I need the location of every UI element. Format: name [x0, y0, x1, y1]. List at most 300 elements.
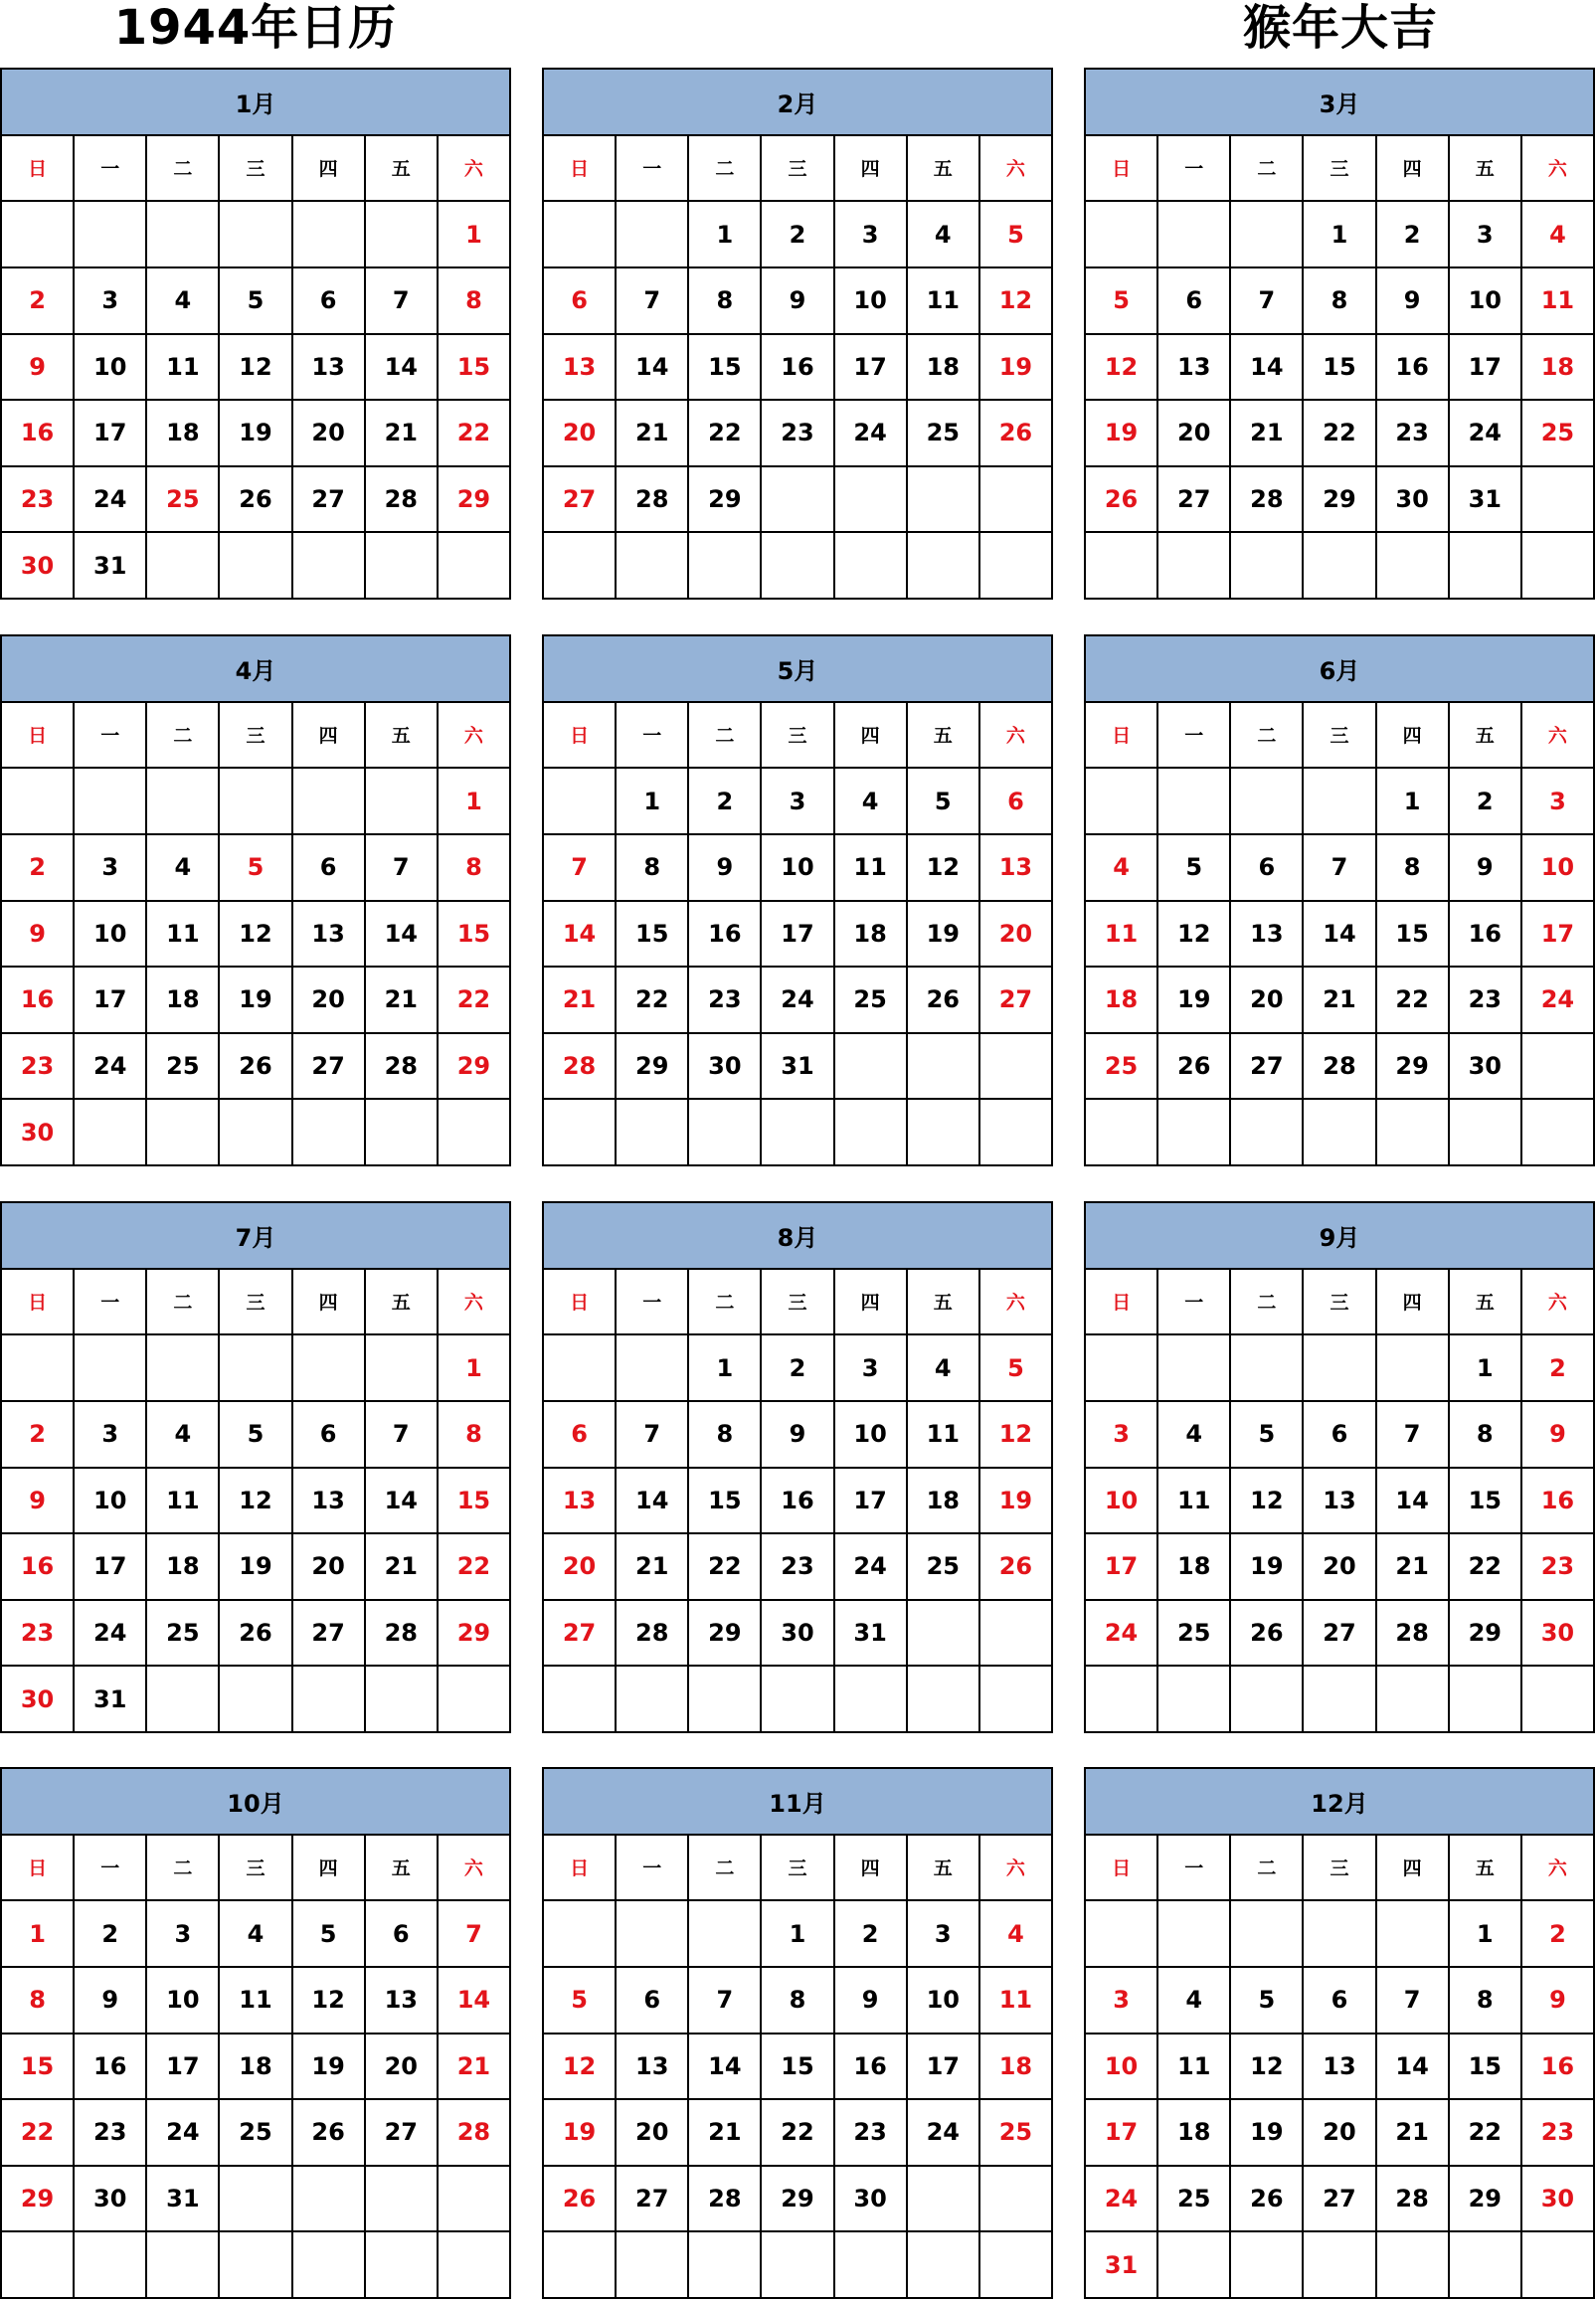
day-cell[interactable]: 6 — [980, 769, 1053, 835]
day-cell[interactable]: 1 — [689, 202, 762, 268]
day-cell[interactable]: 4 — [835, 769, 908, 835]
day-cell[interactable]: 5 — [1158, 835, 1231, 902]
day-cell[interactable]: 11 — [1086, 902, 1158, 969]
day-cell[interactable]: 20 — [544, 401, 617, 467]
day-cell[interactable]: 7 — [439, 1901, 511, 1968]
day-cell[interactable]: 16 — [689, 902, 762, 969]
day-cell[interactable]: 17 — [1086, 2100, 1158, 2167]
day-cell[interactable]: 29 — [439, 1034, 511, 1101]
day-cell[interactable]: 13 — [293, 335, 366, 402]
day-cell[interactable]: 12 — [1086, 335, 1158, 402]
day-cell[interactable]: 26 — [1158, 1034, 1231, 1101]
day-cell[interactable]: 27 — [1304, 1601, 1376, 1668]
day-cell[interactable]: 1 — [439, 202, 511, 268]
day-cell[interactable]: 2 — [689, 769, 762, 835]
day-cell[interactable]: 6 — [617, 1968, 689, 2035]
day-cell[interactable]: 20 — [544, 1534, 617, 1601]
day-cell[interactable]: 7 — [1377, 1402, 1450, 1469]
day-cell[interactable]: 24 — [835, 401, 908, 467]
day-cell[interactable]: 5 — [980, 1335, 1053, 1402]
day-cell[interactable]: 27 — [1231, 1034, 1304, 1101]
day-cell[interactable]: 31 — [147, 2167, 220, 2233]
day-cell[interactable]: 7 — [689, 1968, 762, 2035]
day-cell[interactable]: 20 — [293, 401, 366, 467]
day-cell[interactable]: 20 — [1304, 2100, 1376, 2167]
day-cell[interactable]: 18 — [1158, 1534, 1231, 1601]
day-cell[interactable]: 14 — [1377, 2035, 1450, 2101]
day-cell[interactable]: 5 — [293, 1901, 366, 1968]
day-cell[interactable]: 18 — [908, 335, 980, 402]
day-cell[interactable]: 17 — [147, 2035, 220, 2101]
day-cell[interactable]: 28 — [1377, 1601, 1450, 1668]
day-cell[interactable]: 11 — [147, 902, 220, 969]
day-cell[interactable]: 27 — [1158, 467, 1231, 534]
day-cell[interactable]: 10 — [75, 1469, 147, 1535]
day-cell[interactable]: 21 — [366, 401, 439, 467]
day-cell[interactable]: 2 — [762, 1335, 834, 1402]
day-cell[interactable]: 26 — [980, 401, 1053, 467]
day-cell[interactable]: 17 — [908, 2035, 980, 2101]
day-cell[interactable]: 13 — [293, 1469, 366, 1535]
day-cell[interactable]: 7 — [366, 1402, 439, 1469]
day-cell[interactable]: 28 — [366, 1034, 439, 1101]
day-cell[interactable]: 30 — [835, 2167, 908, 2233]
day-cell[interactable]: 6 — [1231, 835, 1304, 902]
day-cell[interactable]: 15 — [439, 1469, 511, 1535]
day-cell[interactable]: 25 — [1086, 1034, 1158, 1101]
day-cell[interactable]: 30 — [689, 1034, 762, 1101]
day-cell[interactable]: 3 — [1086, 1402, 1158, 1469]
day-cell[interactable]: 31 — [75, 533, 147, 600]
day-cell[interactable]: 8 — [1304, 268, 1376, 335]
day-cell[interactable]: 25 — [835, 968, 908, 1034]
day-cell[interactable]: 3 — [75, 835, 147, 902]
day-cell[interactable]: 26 — [1231, 2167, 1304, 2233]
day-cell[interactable]: 15 — [1450, 1469, 1522, 1535]
day-cell[interactable]: 6 — [293, 268, 366, 335]
day-cell[interactable]: 8 — [439, 1402, 511, 1469]
day-cell[interactable]: 16 — [75, 2035, 147, 2101]
day-cell[interactable]: 23 — [1377, 401, 1450, 467]
day-cell[interactable]: 9 — [75, 1968, 147, 2035]
day-cell[interactable]: 19 — [1158, 968, 1231, 1034]
day-cell[interactable]: 31 — [1086, 2232, 1158, 2299]
day-cell[interactable]: 17 — [1086, 1534, 1158, 1601]
day-cell[interactable]: 30 — [1522, 1601, 1595, 1668]
day-cell[interactable]: 21 — [617, 1534, 689, 1601]
day-cell[interactable]: 8 — [762, 1968, 834, 2035]
day-cell[interactable]: 2 — [2, 835, 75, 902]
day-cell[interactable]: 5 — [220, 268, 292, 335]
day-cell[interactable]: 24 — [75, 1601, 147, 1668]
day-cell[interactable]: 2 — [835, 1901, 908, 1968]
day-cell[interactable]: 1 — [689, 1335, 762, 1402]
day-cell[interactable]: 23 — [75, 2100, 147, 2167]
day-cell[interactable]: 30 — [1450, 1034, 1522, 1101]
day-cell[interactable]: 25 — [147, 1601, 220, 1668]
day-cell[interactable]: 22 — [1450, 2100, 1522, 2167]
day-cell[interactable]: 19 — [1231, 1534, 1304, 1601]
day-cell[interactable]: 15 — [1377, 902, 1450, 969]
day-cell[interactable]: 1 — [1450, 1335, 1522, 1402]
day-cell[interactable]: 12 — [220, 335, 292, 402]
day-cell[interactable]: 3 — [75, 1402, 147, 1469]
day-cell[interactable]: 20 — [980, 902, 1053, 969]
day-cell[interactable]: 21 — [366, 1534, 439, 1601]
day-cell[interactable]: 17 — [75, 1534, 147, 1601]
day-cell[interactable]: 17 — [835, 1469, 908, 1535]
day-cell[interactable]: 14 — [366, 335, 439, 402]
day-cell[interactable]: 13 — [544, 335, 617, 402]
day-cell[interactable]: 20 — [1231, 968, 1304, 1034]
day-cell[interactable]: 12 — [544, 2035, 617, 2101]
day-cell[interactable]: 12 — [220, 902, 292, 969]
day-cell[interactable]: 29 — [2, 2167, 75, 2233]
day-cell[interactable]: 28 — [544, 1034, 617, 1101]
day-cell[interactable]: 12 — [980, 268, 1053, 335]
day-cell[interactable]: 15 — [1450, 2035, 1522, 2101]
day-cell[interactable]: 3 — [835, 202, 908, 268]
day-cell[interactable]: 6 — [293, 1402, 366, 1469]
day-cell[interactable]: 7 — [1231, 268, 1304, 335]
day-cell[interactable]: 13 — [980, 835, 1053, 902]
day-cell[interactable]: 18 — [220, 2035, 292, 2101]
day-cell[interactable]: 10 — [835, 268, 908, 335]
day-cell[interactable]: 18 — [147, 1534, 220, 1601]
day-cell[interactable]: 11 — [147, 335, 220, 402]
day-cell[interactable]: 30 — [1522, 2167, 1595, 2233]
day-cell[interactable]: 11 — [908, 1402, 980, 1469]
day-cell[interactable]: 16 — [762, 1469, 834, 1535]
day-cell[interactable]: 23 — [2, 1034, 75, 1101]
day-cell[interactable]: 10 — [762, 835, 834, 902]
day-cell[interactable]: 21 — [1377, 2100, 1450, 2167]
day-cell[interactable]: 14 — [617, 1469, 689, 1535]
day-cell[interactable]: 29 — [1450, 1601, 1522, 1668]
day-cell[interactable]: 7 — [1377, 1968, 1450, 2035]
day-cell[interactable]: 15 — [617, 902, 689, 969]
day-cell[interactable]: 26 — [544, 2167, 617, 2233]
day-cell[interactable]: 13 — [544, 1469, 617, 1535]
day-cell[interactable]: 9 — [1522, 1968, 1595, 2035]
day-cell[interactable]: 15 — [689, 1469, 762, 1535]
day-cell[interactable]: 17 — [835, 335, 908, 402]
day-cell[interactable]: 26 — [980, 1534, 1053, 1601]
day-cell[interactable]: 29 — [762, 2167, 834, 2233]
day-cell[interactable]: 18 — [908, 1469, 980, 1535]
day-cell[interactable]: 10 — [147, 1968, 220, 2035]
day-cell[interactable]: 4 — [908, 1335, 980, 1402]
day-cell[interactable]: 10 — [835, 1402, 908, 1469]
day-cell[interactable]: 18 — [147, 968, 220, 1034]
day-cell[interactable]: 21 — [617, 401, 689, 467]
day-cell[interactable]: 23 — [762, 1534, 834, 1601]
day-cell[interactable]: 29 — [1450, 2167, 1522, 2233]
day-cell[interactable]: 1 — [439, 1335, 511, 1402]
day-cell[interactable]: 15 — [1304, 335, 1376, 402]
day-cell[interactable]: 28 — [1377, 2167, 1450, 2233]
day-cell[interactable]: 4 — [980, 1901, 1053, 1968]
day-cell[interactable]: 23 — [2, 467, 75, 534]
day-cell[interactable]: 10 — [1086, 1469, 1158, 1535]
day-cell[interactable]: 9 — [762, 1402, 834, 1469]
day-cell[interactable]: 6 — [1304, 1968, 1376, 2035]
day-cell[interactable]: 26 — [220, 1601, 292, 1668]
day-cell[interactable]: 29 — [439, 467, 511, 534]
day-cell[interactable]: 11 — [980, 1968, 1053, 2035]
day-cell[interactable]: 7 — [617, 1402, 689, 1469]
day-cell[interactable]: 10 — [1450, 268, 1522, 335]
day-cell[interactable]: 4 — [1158, 1402, 1231, 1469]
day-cell[interactable]: 7 — [544, 835, 617, 902]
day-cell[interactable]: 1 — [439, 769, 511, 835]
day-cell[interactable]: 5 — [980, 202, 1053, 268]
day-cell[interactable]: 21 — [1377, 1534, 1450, 1601]
day-cell[interactable]: 5 — [908, 769, 980, 835]
day-cell[interactable]: 3 — [835, 1335, 908, 1402]
day-cell[interactable]: 8 — [617, 835, 689, 902]
day-cell[interactable]: 3 — [75, 268, 147, 335]
day-cell[interactable]: 14 — [366, 1469, 439, 1535]
day-cell[interactable]: 24 — [908, 2100, 980, 2167]
day-cell[interactable]: 29 — [1377, 1034, 1450, 1101]
day-cell[interactable]: 25 — [1158, 1601, 1231, 1668]
day-cell[interactable]: 2 — [1522, 1335, 1595, 1402]
day-cell[interactable]: 6 — [544, 1402, 617, 1469]
day-cell[interactable]: 25 — [908, 1534, 980, 1601]
day-cell[interactable]: 29 — [439, 1601, 511, 1668]
day-cell[interactable]: 18 — [1158, 2100, 1231, 2167]
day-cell[interactable]: 23 — [1522, 1534, 1595, 1601]
day-cell[interactable]: 1 — [1377, 769, 1450, 835]
day-cell[interactable]: 30 — [762, 1601, 834, 1668]
day-cell[interactable]: 18 — [147, 401, 220, 467]
day-cell[interactable]: 18 — [980, 2035, 1053, 2101]
day-cell[interactable]: 29 — [1304, 467, 1376, 534]
day-cell[interactable]: 11 — [220, 1968, 292, 2035]
day-cell[interactable]: 21 — [439, 2035, 511, 2101]
day-cell[interactable]: 13 — [1231, 902, 1304, 969]
day-cell[interactable]: 22 — [439, 401, 511, 467]
day-cell[interactable]: 30 — [2, 1100, 75, 1166]
day-cell[interactable]: 31 — [75, 1667, 147, 1733]
day-cell[interactable]: 20 — [1158, 401, 1231, 467]
day-cell[interactable]: 13 — [1304, 2035, 1376, 2101]
day-cell[interactable]: 28 — [617, 1601, 689, 1668]
day-cell[interactable]: 25 — [908, 401, 980, 467]
day-cell[interactable]: 16 — [835, 2035, 908, 2101]
day-cell[interactable]: 16 — [2, 1534, 75, 1601]
day-cell[interactable]: 15 — [439, 902, 511, 969]
day-cell[interactable]: 25 — [980, 2100, 1053, 2167]
day-cell[interactable]: 16 — [1522, 2035, 1595, 2101]
day-cell[interactable]: 6 — [366, 1901, 439, 1968]
day-cell[interactable]: 22 — [617, 968, 689, 1034]
day-cell[interactable]: 22 — [1450, 1534, 1522, 1601]
day-cell[interactable]: 24 — [762, 968, 834, 1034]
day-cell[interactable]: 17 — [1522, 902, 1595, 969]
day-cell[interactable]: 9 — [689, 835, 762, 902]
day-cell[interactable]: 26 — [220, 467, 292, 534]
day-cell[interactable]: 15 — [439, 335, 511, 402]
day-cell[interactable]: 25 — [1158, 2167, 1231, 2233]
day-cell[interactable]: 29 — [689, 1601, 762, 1668]
day-cell[interactable]: 18 — [1522, 335, 1595, 402]
day-cell[interactable]: 24 — [75, 467, 147, 534]
day-cell[interactable]: 2 — [75, 1901, 147, 1968]
day-cell[interactable]: 27 — [617, 2167, 689, 2233]
day-cell[interactable]: 11 — [1158, 1469, 1231, 1535]
day-cell[interactable]: 21 — [1304, 968, 1376, 1034]
day-cell[interactable]: 28 — [1304, 1034, 1376, 1101]
day-cell[interactable]: 22 — [762, 2100, 834, 2167]
day-cell[interactable]: 2 — [1377, 202, 1450, 268]
day-cell[interactable]: 19 — [908, 902, 980, 969]
day-cell[interactable]: 11 — [1158, 2035, 1231, 2101]
day-cell[interactable]: 26 — [220, 1034, 292, 1101]
day-cell[interactable]: 7 — [1304, 835, 1376, 902]
day-cell[interactable]: 11 — [908, 268, 980, 335]
day-cell[interactable]: 18 — [835, 902, 908, 969]
day-cell[interactable]: 5 — [220, 835, 292, 902]
day-cell[interactable]: 28 — [689, 2167, 762, 2233]
day-cell[interactable]: 12 — [1231, 1469, 1304, 1535]
day-cell[interactable]: 1 — [1304, 202, 1376, 268]
day-cell[interactable]: 14 — [1377, 1469, 1450, 1535]
day-cell[interactable]: 16 — [1450, 902, 1522, 969]
day-cell[interactable]: 25 — [147, 1034, 220, 1101]
day-cell[interactable]: 21 — [544, 968, 617, 1034]
day-cell[interactable]: 3 — [762, 769, 834, 835]
day-cell[interactable]: 5 — [544, 1968, 617, 2035]
day-cell[interactable]: 7 — [366, 835, 439, 902]
day-cell[interactable]: 23 — [2, 1601, 75, 1668]
day-cell[interactable]: 8 — [1450, 1968, 1522, 2035]
day-cell[interactable]: 16 — [1377, 335, 1450, 402]
day-cell[interactable]: 31 — [835, 1601, 908, 1668]
day-cell[interactable]: 13 — [617, 2035, 689, 2101]
day-cell[interactable]: 14 — [439, 1968, 511, 2035]
day-cell[interactable]: 3 — [147, 1901, 220, 1968]
day-cell[interactable]: 5 — [1231, 1968, 1304, 2035]
day-cell[interactable]: 27 — [293, 467, 366, 534]
day-cell[interactable]: 20 — [617, 2100, 689, 2167]
day-cell[interactable]: 17 — [1450, 335, 1522, 402]
day-cell[interactable]: 29 — [617, 1034, 689, 1101]
day-cell[interactable]: 5 — [1231, 1402, 1304, 1469]
day-cell[interactable]: 27 — [980, 968, 1053, 1034]
day-cell[interactable]: 6 — [293, 835, 366, 902]
day-cell[interactable]: 24 — [1522, 968, 1595, 1034]
day-cell[interactable]: 14 — [1231, 335, 1304, 402]
day-cell[interactable]: 27 — [1304, 2167, 1376, 2233]
day-cell[interactable]: 16 — [2, 401, 75, 467]
day-cell[interactable]: 22 — [2, 2100, 75, 2167]
day-cell[interactable]: 4 — [1158, 1968, 1231, 2035]
day-cell[interactable]: 6 — [1304, 1402, 1376, 1469]
day-cell[interactable]: 28 — [439, 2100, 511, 2167]
day-cell[interactable]: 15 — [762, 2035, 834, 2101]
day-cell[interactable]: 23 — [762, 401, 834, 467]
day-cell[interactable]: 21 — [1231, 401, 1304, 467]
day-cell[interactable]: 12 — [220, 1469, 292, 1535]
day-cell[interactable]: 24 — [1086, 2167, 1158, 2233]
day-cell[interactable]: 9 — [1522, 1402, 1595, 1469]
day-cell[interactable]: 8 — [689, 1402, 762, 1469]
day-cell[interactable]: 30 — [2, 533, 75, 600]
day-cell[interactable]: 26 — [1231, 1601, 1304, 1668]
day-cell[interactable]: 4 — [147, 1402, 220, 1469]
day-cell[interactable]: 22 — [689, 401, 762, 467]
day-cell[interactable]: 9 — [2, 1469, 75, 1535]
day-cell[interactable]: 7 — [617, 268, 689, 335]
day-cell[interactable]: 23 — [1522, 2100, 1595, 2167]
day-cell[interactable]: 14 — [617, 335, 689, 402]
day-cell[interactable]: 29 — [689, 467, 762, 534]
day-cell[interactable]: 26 — [1086, 467, 1158, 534]
day-cell[interactable]: 27 — [544, 1601, 617, 1668]
day-cell[interactable]: 7 — [366, 268, 439, 335]
day-cell[interactable]: 19 — [220, 1534, 292, 1601]
day-cell[interactable]: 12 — [980, 1402, 1053, 1469]
day-cell[interactable]: 19 — [293, 2035, 366, 2101]
day-cell[interactable]: 24 — [75, 1034, 147, 1101]
day-cell[interactable]: 31 — [1450, 467, 1522, 534]
day-cell[interactable]: 12 — [293, 1968, 366, 2035]
day-cell[interactable]: 21 — [366, 968, 439, 1034]
day-cell[interactable]: 23 — [835, 2100, 908, 2167]
day-cell[interactable]: 9 — [1377, 268, 1450, 335]
day-cell[interactable]: 8 — [689, 268, 762, 335]
day-cell[interactable]: 25 — [220, 2100, 292, 2167]
day-cell[interactable]: 31 — [762, 1034, 834, 1101]
day-cell[interactable]: 3 — [1450, 202, 1522, 268]
day-cell[interactable]: 14 — [544, 902, 617, 969]
day-cell[interactable]: 13 — [1158, 335, 1231, 402]
day-cell[interactable]: 22 — [439, 1534, 511, 1601]
day-cell[interactable]: 18 — [1086, 968, 1158, 1034]
day-cell[interactable]: 24 — [835, 1534, 908, 1601]
day-cell[interactable]: 26 — [908, 968, 980, 1034]
day-cell[interactable]: 28 — [617, 467, 689, 534]
day-cell[interactable]: 27 — [293, 1034, 366, 1101]
day-cell[interactable]: 20 — [1304, 1534, 1376, 1601]
day-cell[interactable]: 25 — [147, 467, 220, 534]
day-cell[interactable]: 24 — [147, 2100, 220, 2167]
day-cell[interactable]: 22 — [1304, 401, 1376, 467]
day-cell[interactable]: 9 — [762, 268, 834, 335]
day-cell[interactable]: 22 — [689, 1534, 762, 1601]
day-cell[interactable]: 1 — [617, 769, 689, 835]
day-cell[interactable]: 3 — [1086, 1968, 1158, 2035]
day-cell[interactable]: 22 — [439, 968, 511, 1034]
day-cell[interactable]: 28 — [366, 467, 439, 534]
day-cell[interactable]: 22 — [1377, 968, 1450, 1034]
day-cell[interactable]: 30 — [2, 1667, 75, 1733]
day-cell[interactable]: 30 — [1377, 467, 1450, 534]
day-cell[interactable]: 11 — [1522, 268, 1595, 335]
day-cell[interactable]: 11 — [147, 1469, 220, 1535]
day-cell[interactable]: 12 — [1231, 2035, 1304, 2101]
day-cell[interactable]: 23 — [1450, 968, 1522, 1034]
day-cell[interactable]: 13 — [1304, 1469, 1376, 1535]
day-cell[interactable]: 12 — [1158, 902, 1231, 969]
day-cell[interactable]: 1 — [2, 1901, 75, 1968]
day-cell[interactable]: 27 — [544, 467, 617, 534]
day-cell[interactable]: 12 — [908, 835, 980, 902]
day-cell[interactable]: 5 — [220, 1402, 292, 1469]
day-cell[interactable]: 3 — [1522, 769, 1595, 835]
